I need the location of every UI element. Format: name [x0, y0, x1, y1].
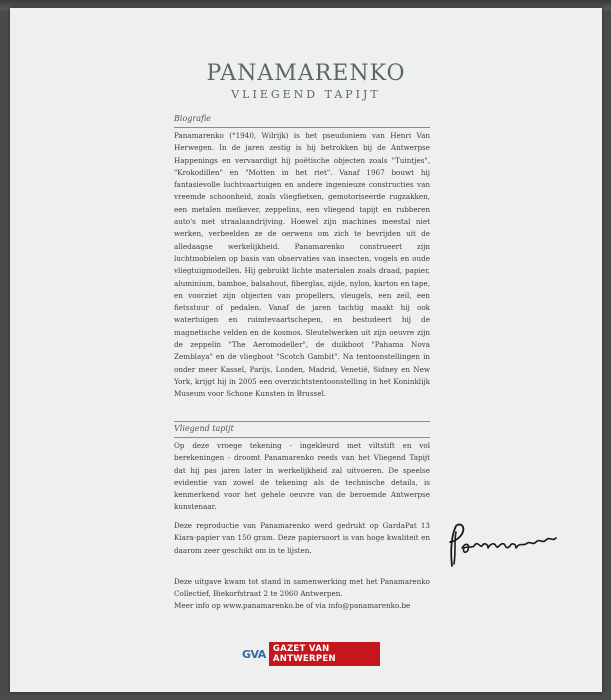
page-subtitle: VLIEGEND TAPIJT	[231, 88, 381, 101]
info-line: Meer info op www.panamarenko.be of via info@panamarenko.be	[174, 601, 411, 610]
biografie-text	[174, 130, 430, 401]
tapijt-paragraph: Op deze vroege tekening - ingekleurd met viltstift en vol berekeningen - droomt Panamarenko reeds van het Vliegend Tapijt dat hij pas jaren later in werkelijkheid zal uitvoeren. De speelse evidentie van zowel de tekening als de technische details, is kenmerkend voor het gehele oeuvre van de beroemde Antwerpse kunstenaar.	[174, 441, 430, 512]
section-divider	[174, 437, 430, 438]
gva-logo-mark: GVA	[242, 647, 266, 661]
gva-logo-name: GAZET VAN ANTWERPEN	[269, 642, 380, 666]
tapijt-text	[174, 440, 430, 514]
reproduction-paragraph: Deze reproductie van Panamarenko werd gedrukt op GardaPat 13 Kiara-papier van 150 gram. Deze papiersoort is van hoge kwaliteit en daarom zeer geschikt om in te lijsten.	[174, 521, 430, 555]
printed-sheet	[10, 8, 602, 692]
section-divider	[174, 127, 430, 128]
info-text	[174, 600, 474, 612]
reproduction-text	[174, 520, 430, 557]
section-divider	[174, 421, 430, 422]
page-title: PANAMARENKO	[206, 61, 406, 86]
section-label-vliegend-tapijt: Vliegend tapijt	[174, 424, 234, 433]
handwritten-signature	[444, 518, 564, 578]
collaboration-paragraph: Deze uitgave kwam tot stand in samenwerking met het Panamarenko Collectief, Biekorfstraat 2 te 2060 Antwerpen.	[174, 577, 430, 599]
biografie-paragraph: Panamarenko (°1940, Wilrijk) is het pseudoniem van Henri Van Herwegen. In de jaren zestig is hij betrokken bij de Antwerpse Happenings en vervaardigt hij poëtische objecten zoals "Tuintjes", "Krokodillen" en "Motten in het riet". Vanaf 1967 bouwt hij fantasievolle luchtvaartuigen en andere ingenieuze constructies van vreemde schoonheid, zoals vliegfietsen, gemotoriseerde rugzakken, een metalen meikever, zeppelins, een vliegend tapijt en rubberen auto's met straalaandrijving. Hoewel zijn machines meestal niet werken, verbeelden ze de oerwens om zich te bevrijden uit de alledaagse werkelijkheid. Panamarenko construeert zijn luchtmobielen op basis van observaties van insecten, vogels en oude vliegtuigmodellen. Hij gebruikt lichte materialen zoals draad, papier, aluminium, bamboe, balsahout, fiberglas, zijde, nylon, karton en tape, en voorziet zijn objecten van propellers, vleugels, een zeil, een fietsstuur of pedalen. Vanaf de jaren tachtig maakt hij ook watertuigen en ruimtevaartschepen, en bestudeert hij de magnetische velden en de kosmos. Sleutelwerken uit zijn oeuvre zijn de zeppelin "The Aeromodeller", de duikboot "Pahama Nova Zemblaya" en de vliegboot "Scotch Gambit". Na tentoonstellingen in onder meer Kassel, Parijs, Londen, Madrid, Venetië, Sidney en New York, krijgt hij in 2005 een overzichtstentoonstelling in het Koninklijk Museum voor Schone Kunsten in Brussel.	[174, 131, 430, 399]
gazet-van-antwerpen-logo	[242, 646, 380, 662]
section-label-biografie: Biografie	[174, 114, 212, 123]
collaboration-text	[174, 576, 430, 601]
